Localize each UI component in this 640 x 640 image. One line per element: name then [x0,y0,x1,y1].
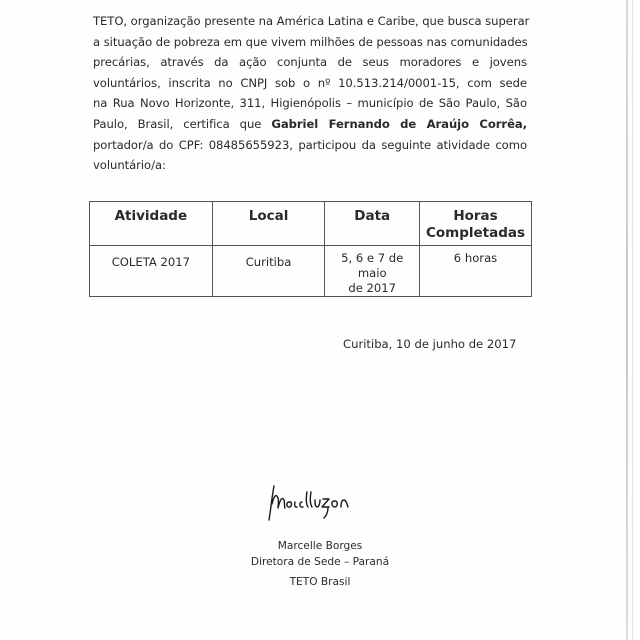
cell-atividade: COLETA 2017 [90,246,213,297]
header-local: Local [212,202,325,246]
paragraph-text: Paulo, Brasil, certifica que [93,116,262,131]
paragraph-line: portador/a do CPF: 08485655923, participou da seguinte atividade como [93,137,527,152]
signature-icon [262,478,362,528]
header-horas-line2: Completadas [425,225,526,241]
place-date: Curitiba, 10 de junho de 2017 [343,337,517,351]
table-header-row [90,202,532,246]
cell-data [325,246,420,297]
paragraph-line: voluntários, inscrita no CNPJ sob o nº 10.513.214/0001-15, com sede [93,75,527,90]
activity-table [89,201,532,297]
cell-local: Curitiba [212,246,325,297]
table-row [90,246,532,297]
paragraph-line: a situação de pobreza em que vivem milhões de pessoas nas comunidades [93,34,528,49]
page-edge-line [632,0,633,640]
paragraph-line: voluntário/a: [93,158,166,173]
cell-data-line2: de 2017 [348,281,397,295]
header-data: Data [325,202,420,246]
volunteer-name: Gabriel Fernando de Araújo Corrêa, [271,116,528,131]
paragraph-line: precárias, através da ação conjunta de seus moradores e jovens [93,55,527,70]
page-edge-shadow [626,0,628,640]
signatory-block [220,538,420,590]
header-horas-completadas [420,202,532,246]
paragraph-line: na Rua Novo Horizonte, 311, Higienópolis – município de São Paulo, São [93,96,527,111]
header-horas-line1: Horas [453,208,498,224]
cell-data-line1: 5, 6 e 7 de maio [341,251,404,280]
cell-horas: 6 horas [420,246,532,297]
signatory-name: Marcelle Borges [277,540,363,552]
paragraph-line-with-name [93,114,527,135]
signatory-organization: TETO Brasil [289,576,351,588]
signatory-role: Diretora de Sede – Paraná [250,556,390,568]
header-atividade: Atividade [90,202,213,246]
certificate-paragraph [93,11,530,176]
paragraph-line: TETO, organização presente na América Latina e Caribe, que busca superar [93,14,530,28]
